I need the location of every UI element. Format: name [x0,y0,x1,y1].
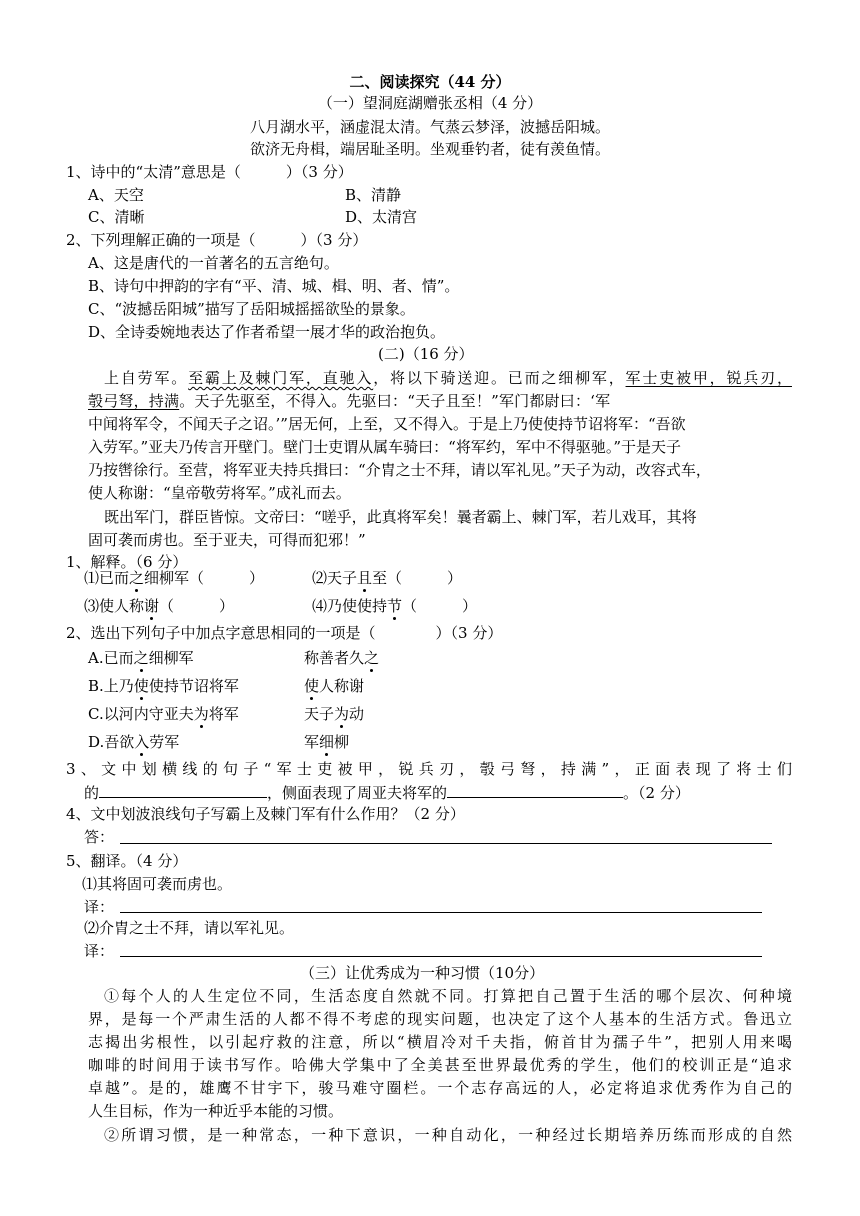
option-text: A.已而 [88,649,134,667]
option-text: 称善者久 [304,649,365,667]
poem-question-2: 2、下列理解正确的一项是（ ）（3 分） [66,231,368,249]
translate-label-2: 译： [84,942,115,960]
answer-label: 答： [84,828,115,846]
underlined-sentence: 军士吏被甲，锐兵刃， [625,369,792,387]
essay-p1-line-1: ①每个人的人生定位不同，生活态度自然就不同。打算把自己置于生活的哪个层次、何种境 [104,987,792,1005]
poem-q2-option-a: A、这是唐代的一首著名的五言绝句。 [88,254,339,272]
item-text: （ ） [402,597,478,615]
translate-label-1: 译： [84,898,115,916]
poem-q2-option-c: C、“波撼岳阳城”描写了岳阳城摇摇欲坠的景象。 [88,300,415,318]
item-text: 至（ ） [372,569,463,587]
q2-option-a-right [304,648,379,668]
dotted-char: 为 [193,705,209,723]
option-text: 细柳军 [148,649,194,667]
dotted-char: 且 [357,569,373,587]
translate-item-1: ⑴其将固可袭而虏也。 [82,875,233,893]
translate-line-2[interactable] [120,956,762,957]
option-text: 天子 [304,705,335,723]
q3-text: ，侧面表现了周亚夫将军的 [267,784,448,802]
explain-item-1 [84,568,264,588]
dotted-char: 为 [334,705,350,723]
prose-p2-line-1: 既出军门，群臣皆惊。文帝曰：“嗟乎，此真将军矣！曩者霸上、棘门军，若儿戏耳，其将 [104,508,697,526]
poem-q1-option-b: B、清静 [345,186,402,204]
q2-option-b-right [304,676,364,696]
item-text: 细柳军（ ） [144,569,265,587]
option-text: 将军 [208,705,239,723]
essay-p1-line-2: 界，是每一个严肃生活的人都不得不考虑的现实问题，也决定了这个人基本的生活方式。鲁迅立 [88,1010,792,1028]
dotted-char: 入 [134,733,150,751]
item-text: ⑴已而 [84,569,130,587]
dotted-char: 谢 [144,597,160,615]
option-text: 军 [304,733,320,751]
q2-option-a-left [88,648,194,668]
option-text: 使持节诏将军 [148,677,239,695]
q2-option-c-left [88,704,239,724]
q2-option-c-right [304,704,364,724]
item-text: （ ） [159,597,235,615]
prose-p1-line-6: 使人称谢：“皇帝敬劳将军。”成礼而去。 [88,484,351,502]
section-title: 二、阅读探究（44 分） [349,73,511,91]
q2-option-b-left [88,676,239,696]
translate-item-2: ⑵介胄之士不拜，请以军礼见。 [84,919,295,937]
essay-p1-line-4: 咖啡的时间用于读书写作。哈佛大学集中了全美甚至世界最优秀的学生，他们的校训正是“追求 [88,1056,792,1074]
dotted-char: 使 [133,677,149,695]
prose-heading: (二)（16 分） [378,345,474,363]
prose-question-3: 3、文中划横线的句子“军士吏被甲，锐兵刃，彀弓弩，持满”，正面表现了将士们 [66,760,792,778]
poem-q1-option-a: A、天空 [88,186,144,204]
q2-option-d-right [304,732,349,752]
answer-blank-2[interactable] [447,782,623,798]
q3-text: 。（2 分） [623,784,690,802]
poem-q2-option-d: D、全诗委婉地表达了作者希望一展才华的政治抱负。 [88,323,446,341]
prose-p1-line-5: 乃按辔徐行。至营，将军亚夫持兵揖曰：“介胄之士不拜，请以军礼见。”天子为动，改容式车， [88,461,711,479]
prose-question-2: 2、选出下列句子中加点字意思相同的一项是（ ）（3 分） [66,624,503,642]
poem-q1-option-c: C、清晰 [88,208,145,226]
item-text: ⑵天子 [312,569,358,587]
poem-heading: （一）望洞庭湖赠张丞相（4 分） [317,94,543,112]
prose-p1-line-4: 入劳军。”亚夫乃传言开壁门。壁门士吏谓从属车骑曰：“将军约，军中不得驱驰。”于是天子 [88,438,682,456]
poem-line-2: 欲济无舟楫，端居耻圣明。坐观垂钓者，徒有羡鱼情。 [249,140,610,158]
prose-text: 。天子先驱至，不得入。先驱曰：“天子且至！”军门都尉曰：‘军 [179,392,611,410]
dotted-char: 细 [319,733,335,751]
dotted-char: 之 [129,569,145,587]
option-text: 人称谢 [319,677,365,695]
prose-p2-line-2: 固可袭而虏也。至于亚夫，可得而犯邪！” [88,531,366,549]
option-text: C.以河内守亚夫 [88,705,194,723]
prose-question-5: 5、翻译。（4 分） [66,852,188,870]
option-text: D.吾欲 [88,733,135,751]
dotted-char: 节 [387,597,403,615]
q3-text: 的 [84,784,100,802]
option-text: 动 [349,705,365,723]
dotted-char: 使 [304,677,320,695]
poem-question-1: 1、诗中的“太清”意思是（ ）（3 分） [66,163,353,181]
option-text: B.上乃 [88,677,134,695]
dotted-char: 之 [364,649,380,667]
essay-p1-line-5: 卓越”。是的，雄鹰不甘宇下，骏马难守圈栏。一个志存高远的人，必定将追求优秀作为自己的 [88,1079,792,1097]
option-text: 劳军 [149,733,180,751]
prose-p1-line-2 [88,391,792,411]
prose-text: ，将以下骑送迎。已而之细柳军， [373,369,626,387]
item-text: ⑷乃使使持 [312,597,388,615]
q2-option-d-left [88,732,179,752]
item-text: ⑶使人称 [84,597,145,615]
option-text: 柳 [334,733,350,751]
underlined-sentence-end: 彀弓弩，持满 [88,392,180,410]
prose-question-4: 4、文中划波浪线句子写霸上及棘门军有什么作用？（2 分） [66,805,465,823]
translate-line-1[interactable] [120,912,762,913]
prose-question-1: 1、解释。（6 分） [66,553,188,571]
essay-p1-line-6: 人生目标，作为一种近乎本能的习惯。 [88,1102,344,1120]
dotted-char: 之 [133,649,149,667]
essay-heading: （三）让优秀成为一种习惯（10分） [300,964,545,982]
poem-q1-option-d: D、太清宫 [345,208,418,226]
prose-question-3-blanks [84,782,690,803]
prose-text: 上自劳军。 [104,369,189,387]
answer-line[interactable] [120,843,772,844]
prose-p1-line-3: 中闻将军令，不闻天子之诏。’”居无何，上至，又不得入。于是上乃使使持节诏将军：“吾欲 [88,415,686,433]
wavy-underlined-sentence: 至霸上及棘门军，直驰入 [188,369,374,387]
prose-p1-line-1 [104,368,792,388]
poem-line-1: 八月湖水平，涵虚混太清。气蒸云梦泽，波撼岳阳城。 [249,118,610,136]
explain-item-2 [312,568,462,588]
essay-p2-line-1: ②所谓习惯，是一种常态，一种下意识，一种自动化，一种经过长期培养历练而形成的自然 [104,1126,792,1144]
explain-item-4 [312,596,477,616]
explain-item-3 [84,596,234,616]
poem-q2-option-b: B、诗句中押韵的字有“平、清、城、楫、明、者、情”。 [88,277,460,295]
answer-blank-1[interactable] [99,782,267,798]
essay-p1-line-3: 志揭出劣根性，以引起疗救的注意，所以“横眉冷对千夫指，俯首甘为孺子牛”，把别人用来喝 [88,1033,792,1051]
